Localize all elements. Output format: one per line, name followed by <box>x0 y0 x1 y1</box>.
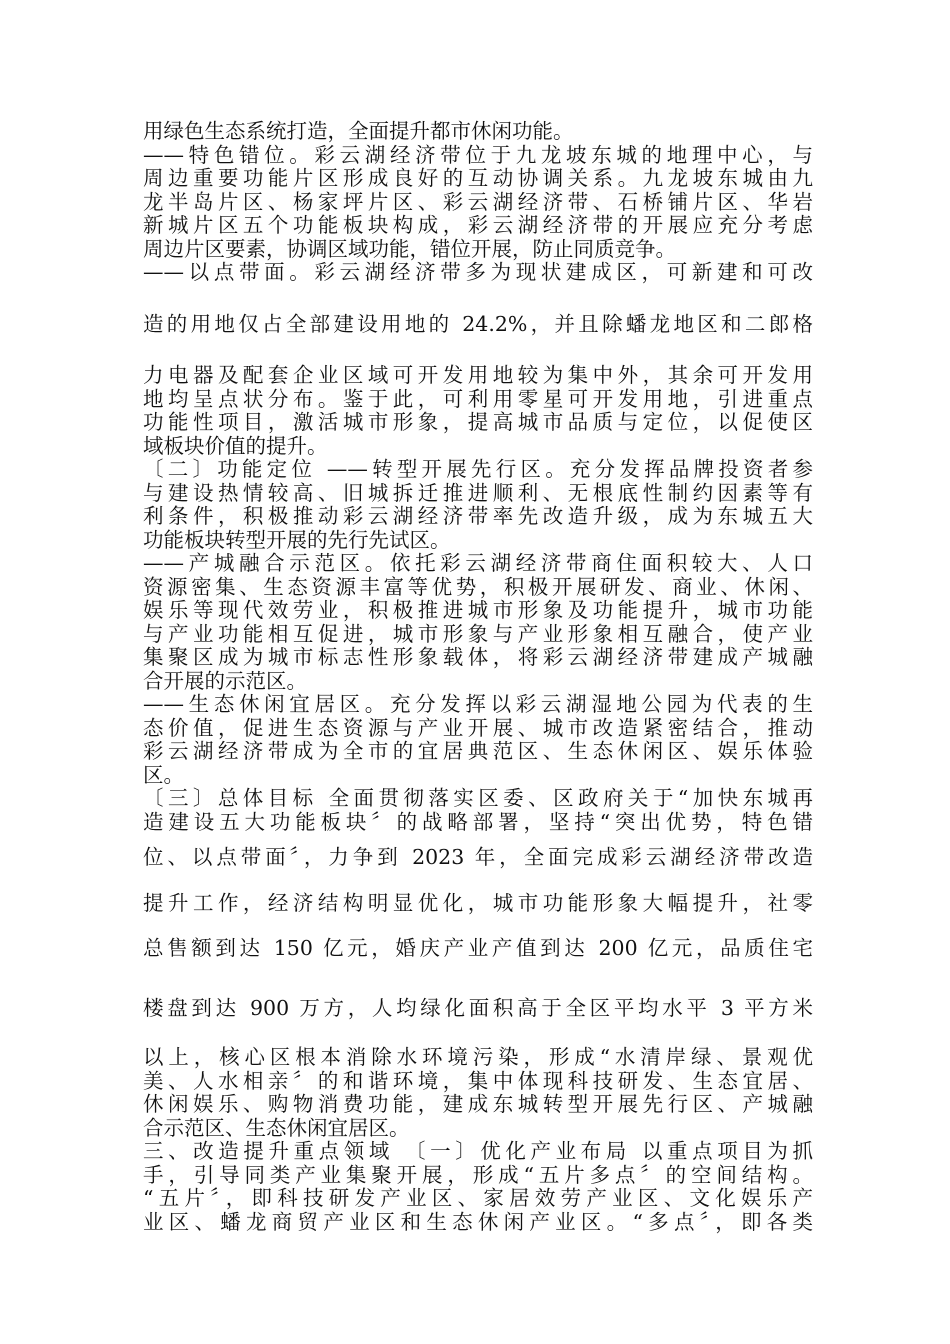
text-line: 周边重要功能片区形成良好的互动协调关系。九龙坡东城由九 <box>143 166 813 190</box>
text-line: ——特色错位。彩云湖经济带位于九龙坡东城的地理中心，与 <box>143 142 813 167</box>
text-line: 新城片区五个功能板块构成，彩云湖经济带的开展应充分考虑 <box>143 213 813 237</box>
text-line: 态价值，促进生态资源与产业开展、城市改造紧密结合，推动 <box>143 715 813 740</box>
text-line: 域板块价值的提升。 <box>143 433 328 458</box>
text-line: 楼盘到达 900 万方，人均绿化面积高于全区平均水平 3 平方米 <box>143 995 813 1020</box>
text-line: 〔二〕功能定位 ——转型开展先行区。充分发挥品牌投资者参 <box>143 457 813 481</box>
text-line: 以上，核心区根本消除水环境污染，形成“水清岸绿、景观优 <box>143 1045 813 1069</box>
text-line: 区。 <box>143 762 184 787</box>
text-line: 手，引导同类产业集聚开展，形成“五片多点〞的空间结构。 <box>143 1162 813 1187</box>
text-line: 造建设五大功能板块〞的战略部署，坚持“突出优势，特色错 <box>143 809 813 834</box>
text-line: 合示范区、生态休闲宜居区。 <box>143 1115 410 1140</box>
text-line: 造的用地仅占全部建设用地的 24.2%，并且除蟠龙地区和二郎格 <box>143 311 813 336</box>
text-line: 与建设热情较高、旧城拆迁推进顺利、无根底性制约因素等有 <box>143 480 813 505</box>
text-line: 地均呈点状分布。鉴于此，可利用零星可开发用地，引进重点 <box>143 386 813 411</box>
text-line: 功能性项目，激活城市形象，提高城市品质与定位，以促使区 <box>143 410 813 434</box>
text-line: 与产业功能相互促进，城市形象与产业形象相互融合，使产业 <box>143 621 813 646</box>
text-line: 休闲娱乐、购物消费功能，建成东城转型开展先行区、产城融 <box>143 1092 813 1116</box>
text-line: 提升工作，经济结构明显优化，城市功能形象大幅提升，社零 <box>143 890 813 915</box>
text-line: 资源密集、生态资源丰富等优势，积极开展研发、商业、休闲、 <box>143 574 813 599</box>
text-line: 位、以点带面〞，力争到 2023 年，全面完成彩云湖经济带改造 <box>143 845 813 869</box>
text-line: 三、改造提升重点领域 〔一〕优化产业布局 以重点项目为抓 <box>143 1139 813 1163</box>
document-body <box>143 120 813 1234</box>
text-line: ——产城融合示范区。依托彩云湖经济带商住面积较大、人口 <box>143 551 813 575</box>
text-line: 合开展的示范区。 <box>143 668 307 693</box>
text-line: “五片〞，即科技研发产业区、家居效劳产业区、文化娱乐产 <box>143 1186 813 1210</box>
text-line: 美、人水相亲〞的和谐环境，集中体现科技研发、生态宜居、 <box>143 1068 813 1093</box>
text-line: 业区、蟠龙商贸产业区和生态休闲产业区。“多点〞，即各类 <box>143 1209 813 1234</box>
text-line: 〔三〕总体目标 全面贯彻落实区委、区政府关于“加快东城再 <box>143 786 813 810</box>
text-line: ——生态休闲宜居区。充分发挥以彩云湖湿地公园为代表的生 <box>143 692 813 716</box>
text-line: 功能板块转型开展的先行先试区。 <box>143 527 451 552</box>
text-line: 彩云湖经济带成为全市的宜居典范区、生态休闲区、娱乐体验 <box>143 739 813 763</box>
text-line: 利条件，积极推动彩云湖经济带率先改造升级，成为东城五大 <box>143 504 813 528</box>
text-line: ——以点带面。彩云湖经济带多为现状建成区，可新建和可改 <box>143 260 813 284</box>
text-line: 龙半岛片区、杨家坪片区、彩云湖经济带、石桥铺片区、华岩 <box>143 189 813 214</box>
text-line: 集聚区成为城市标志性形象载体，将彩云湖经济带建成产城融 <box>143 645 813 669</box>
text-line: 用绿色生态系统打造，全面提升都市休闲功能。 <box>143 119 574 143</box>
text-line: 娱乐等现代效劳业，积极推进城市形象及功能提升，城市功能 <box>143 598 813 622</box>
text-line: 力电器及配套企业区域可开发用地较为集中外，其余可开发用 <box>143 363 813 387</box>
text-line: 周边片区要素，协调区域功能，错位开展，防止同质竞争。 <box>143 236 676 261</box>
text-line: 总售额到达 150 亿元，婚庆产业产值到达 200 亿元，品质住宅 <box>143 936 813 960</box>
